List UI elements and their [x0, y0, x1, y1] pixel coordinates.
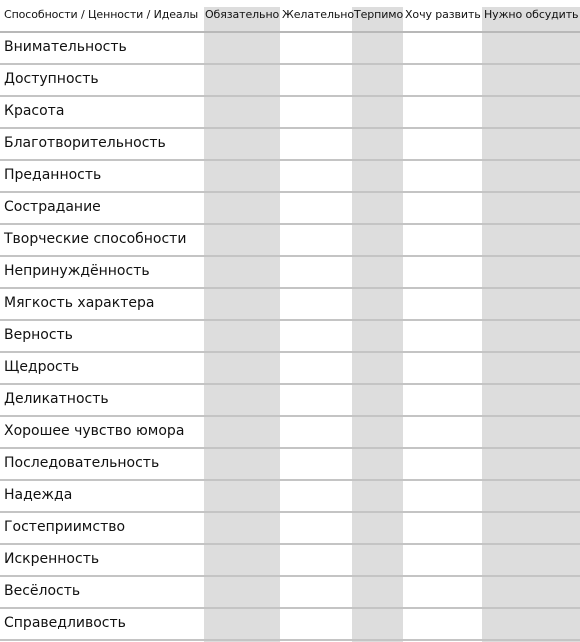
table-row	[0, 289, 580, 321]
table-row	[0, 161, 580, 193]
row-label: Доступность	[4, 71, 99, 87]
table-row	[0, 257, 580, 289]
table-header	[0, 0, 580, 33]
table-row	[0, 321, 580, 353]
table-row	[0, 353, 580, 385]
row-label: Деликатность	[4, 391, 109, 407]
row-label: Щедрость	[4, 359, 80, 375]
row-label: Мягкость характера	[4, 295, 155, 311]
row-label: Творческие способности	[4, 231, 187, 247]
row-label: Внимательность	[4, 39, 127, 55]
header-desirable: Желательно	[282, 8, 354, 21]
row-label: Преданность	[4, 167, 102, 183]
table-row	[0, 225, 580, 257]
table-row	[0, 481, 580, 513]
header-need-to-discuss: Нужно обсудить	[484, 8, 579, 21]
row-label: Хорошее чувство юмора	[4, 423, 185, 439]
row-label: Сострадание	[4, 199, 101, 215]
table-row	[0, 385, 580, 417]
table-row	[0, 193, 580, 225]
table-row	[0, 129, 580, 161]
row-label: Последовательность	[4, 455, 160, 471]
table-row	[0, 65, 580, 97]
row-label: Надежда	[4, 487, 73, 503]
header-want-to-develop: Хочу развить	[405, 8, 481, 21]
header-abilities-values: Способности / Ценности / Идеалы	[4, 8, 199, 21]
table-row	[0, 545, 580, 577]
row-label: Искренность	[4, 551, 100, 567]
row-label: Весёлость	[4, 583, 81, 599]
row-label: Гостеприимство	[4, 519, 126, 535]
table-row	[0, 33, 580, 65]
table-row	[0, 417, 580, 449]
row-label: Справедливость	[4, 615, 126, 631]
row-label: Благотворительность	[4, 135, 166, 151]
table-row	[0, 609, 580, 641]
row-label: Непринуждённость	[4, 263, 150, 279]
table-row	[0, 577, 580, 609]
header-tolerable: Терпимо	[354, 8, 404, 21]
header-obligatory: Обязательно	[205, 8, 280, 21]
table-row	[0, 449, 580, 481]
row-label: Красота	[4, 103, 65, 119]
table-row	[0, 97, 580, 129]
table-row	[0, 513, 580, 545]
row-label: Верность	[4, 327, 73, 343]
table-body	[0, 33, 580, 641]
